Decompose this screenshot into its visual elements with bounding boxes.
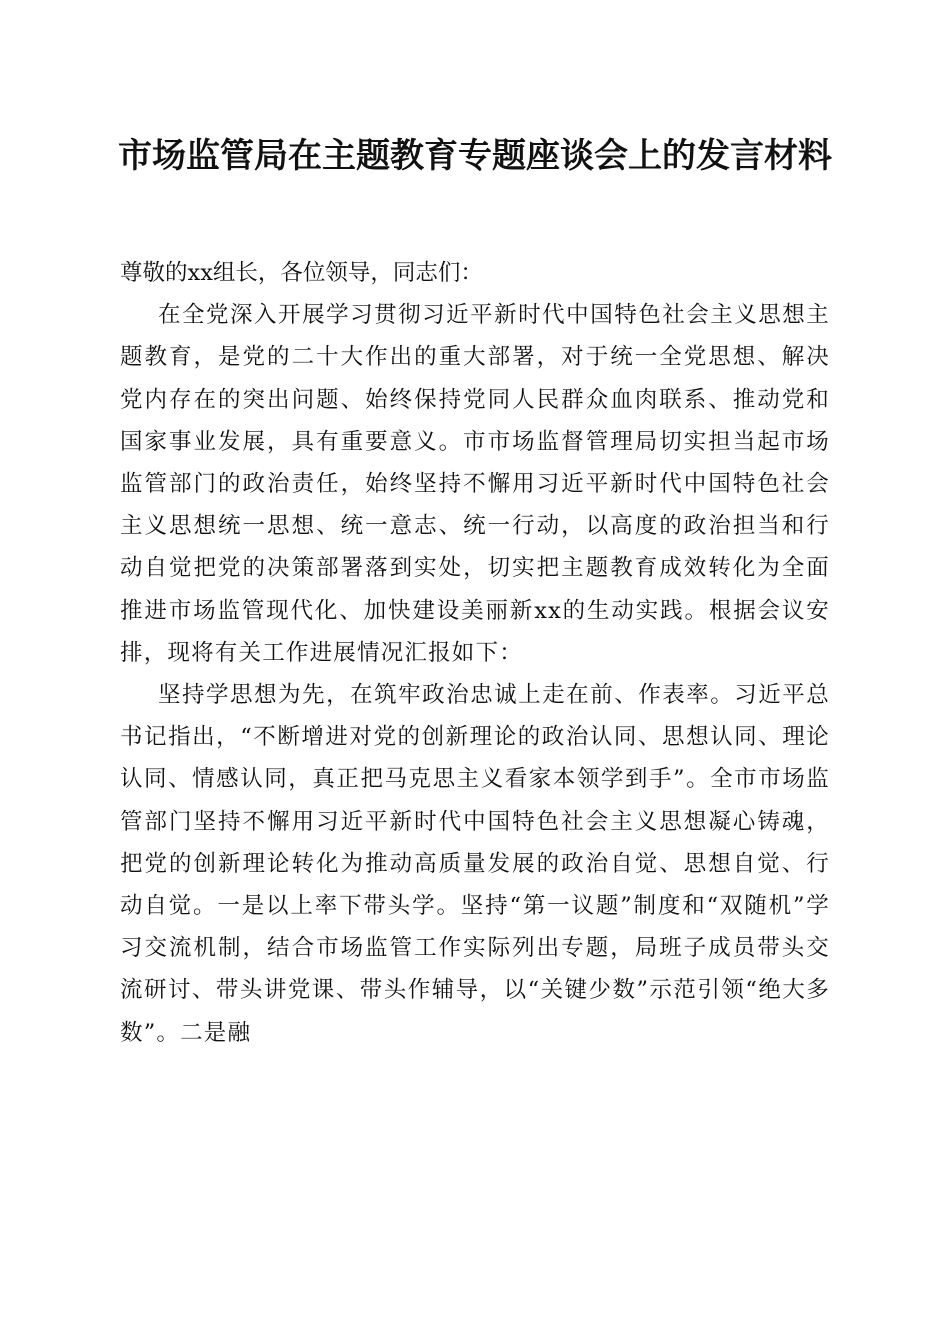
paragraph-intro: 在全党深入开展学习贯彻习近平新时代中国特色社会主义思想主题教育，是党的二十大作出的重大部署，对于统一全党思想、解决党内存在的突出问题、始终保持党同人民群众血肉联系、推动党和国家事业发展，具有重要意义。市市场监督管理局切实担当起市场监管部门的政治责任，始终坚持不懈用习近平新时代中国特色社会主义思想统一思想、统一意志、统一行动，以高度的政治担当和行动自觉把党的决策部署落到实处，切实把主题教育成效转化为全面推进市场监管现代化、加快建设美丽新xx的生动实践。根据会议安排，现将有关工作进展情况汇报如下： <box>120 302 830 666</box>
document-title: 市场监管局在主题教育专题座谈会上的发言材料 <box>118 136 832 176</box>
salutation: 尊敬的xx组长，各位领导，同志们： <box>120 260 483 286</box>
document-body <box>120 252 830 1054</box>
paragraph-study-thought: 坚持学思想为先，在筑牢政治忠诚上走在前、作表率。习近平总书记指出，“不断增进对党的创新理论的政治认同、思想认同、理论认同、情感认同，真正把马克思主义看家本领学到手”。全市市场监管部门坚持不懈用习近平新时代中国特色社会主义思想凝心铸魂，把党的创新理论转化为推动高质量发展的政治自觉、思想自觉、行动自觉。一是以上率下带头学。坚持“第一议题”制度和“双随机”学习交流机制，结合市场监管工作实际列出专题，局班子成员带头交流研讨、带头讲党课、带头作辅导，以“关键少数”示范引领“绝大多数”。二是融 <box>120 682 830 1046</box>
